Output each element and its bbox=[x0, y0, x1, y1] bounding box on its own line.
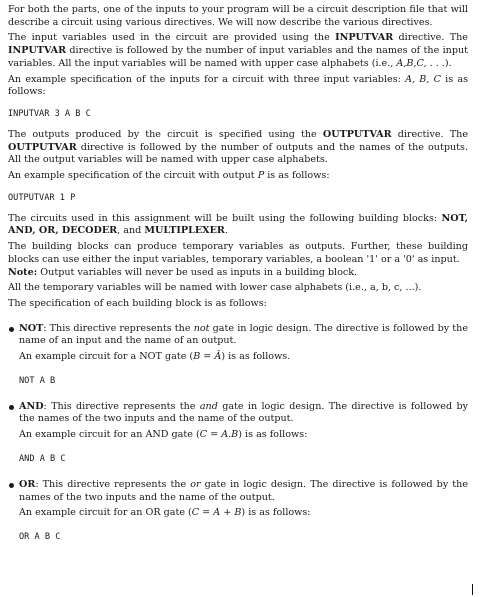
outputvar-code: OUTPUTVAR 1 P bbox=[8, 192, 76, 203]
text: directive is followed by the number of outputs and the names of the outputs. All the output variables will be named with upper case alphabets. bbox=[8, 141, 468, 166]
spec-intro-paragraph: The specification of each building block is as follows: bbox=[8, 297, 267, 309]
text: is as follows: bbox=[264, 170, 330, 182]
text: directive. The bbox=[391, 128, 468, 140]
keyword: INPUTVAR bbox=[8, 45, 67, 57]
intro-paragraph: For both the parts, one of the inputs to your program will be a circuit description file that will describe a circuit using various directives. We will now describe the various directives. bbox=[8, 4, 468, 28]
text: An example circuit for an AND gate ( bbox=[19, 429, 200, 441]
or-code: OR A B C bbox=[19, 531, 61, 542]
inputvar-code: INPUTVAR 3 A B C bbox=[8, 108, 91, 119]
note-label: Note: bbox=[8, 266, 38, 278]
text: gate in logic design. The directive is followed by the name of an input and the name of an output. bbox=[19, 322, 469, 347]
or-description bbox=[19, 479, 468, 504]
not-item bbox=[8, 323, 468, 387]
text: The input variables used in the circuit are provided using the bbox=[8, 32, 336, 44]
keyword: MULTIPLEXER bbox=[144, 225, 225, 237]
text-cursor bbox=[472, 584, 473, 595]
keyword: AND bbox=[19, 400, 44, 412]
outputvar-example-intro bbox=[8, 170, 468, 183]
text: gate in logic design. The directive is followed by the names of the two inputs and the name of the output. bbox=[19, 400, 469, 425]
bullet-icon bbox=[9, 405, 14, 410]
text: ) is as follows. bbox=[221, 351, 291, 363]
outputvar-paragraph bbox=[8, 129, 468, 167]
text: An example specification of the circuit with output bbox=[8, 170, 258, 182]
emphasis: not bbox=[193, 322, 210, 334]
and-example-intro bbox=[19, 429, 468, 442]
text: An example specification of the inputs for a circuit with three input variables: bbox=[8, 73, 406, 85]
and-item bbox=[8, 401, 468, 465]
math-vars: A,B,C, . . . bbox=[396, 57, 445, 69]
keyword: OR bbox=[19, 478, 36, 490]
bullet-icon bbox=[9, 483, 14, 488]
text: . bbox=[224, 225, 228, 237]
text: The outputs produced by the circuit is specified using the bbox=[8, 128, 323, 140]
keyword: NOT bbox=[19, 322, 44, 334]
text: The building blocks can produce temporary variables as outputs. Further, these building blocks can use either the input variables, temporary variables, a boolean '1' or a '0' as input. bbox=[8, 241, 468, 265]
text: An example circuit for a NOT gate ( bbox=[19, 351, 194, 363]
not-description bbox=[19, 323, 468, 348]
text: : This directive represents the bbox=[43, 400, 200, 412]
equation: C = A.B bbox=[199, 429, 239, 441]
building-blocks-paragraph bbox=[8, 213, 468, 238]
emphasis: or bbox=[190, 478, 201, 490]
equation: B = Ā bbox=[193, 351, 222, 363]
document-page bbox=[8, 4, 468, 543]
text: ). bbox=[444, 57, 452, 69]
temp-naming-paragraph: All the temporary variables will be named with lower case alphabets (i.e., a, b, c, ...). bbox=[8, 282, 422, 294]
text: directive. The bbox=[393, 32, 468, 44]
text: : This directive represents the bbox=[35, 478, 191, 490]
keyword: OUTPUTVAR bbox=[8, 141, 77, 153]
text: An example circuit for an OR gate ( bbox=[19, 507, 192, 519]
emphasis: and bbox=[199, 400, 218, 412]
text: : This directive represents the bbox=[43, 322, 194, 334]
keyword: OUTPUTVAR bbox=[322, 128, 392, 140]
equation: C = A + B bbox=[191, 507, 242, 519]
or-item bbox=[8, 479, 468, 543]
note-text: Output variables will never be used as inputs in a building block. bbox=[37, 266, 358, 278]
text: ) is as follows: bbox=[238, 429, 308, 441]
and-description bbox=[19, 401, 468, 426]
text: is as follows: bbox=[8, 73, 468, 98]
text: directive is followed by the number of input variables and the names of the input variables. All the input variables will be named with upper case alphabets (i.e., bbox=[8, 45, 468, 69]
text: ) is as follows: bbox=[241, 507, 311, 519]
temp-vars-paragraph bbox=[8, 241, 468, 279]
inputvar-example-intro bbox=[8, 74, 468, 99]
and-code: AND A B C bbox=[19, 453, 66, 464]
keyword: NOT, AND, OR, DECODER bbox=[8, 212, 468, 237]
inputvar-paragraph bbox=[8, 32, 468, 70]
or-example-intro bbox=[19, 507, 468, 520]
math-var: P bbox=[257, 170, 265, 182]
not-code: NOT A B bbox=[19, 375, 56, 386]
math-vars: A, B, C bbox=[405, 73, 441, 85]
keyword: INPUTVAR bbox=[335, 32, 394, 44]
text: The circuits used in this assignment will be built using the following building blocks: bbox=[8, 212, 442, 224]
bullet-icon bbox=[9, 327, 14, 332]
not-example-intro bbox=[19, 351, 468, 364]
text: gate in logic design. The directive is followed by the names of the two inputs and the name of the output. bbox=[19, 478, 469, 503]
text: , and bbox=[117, 225, 145, 237]
